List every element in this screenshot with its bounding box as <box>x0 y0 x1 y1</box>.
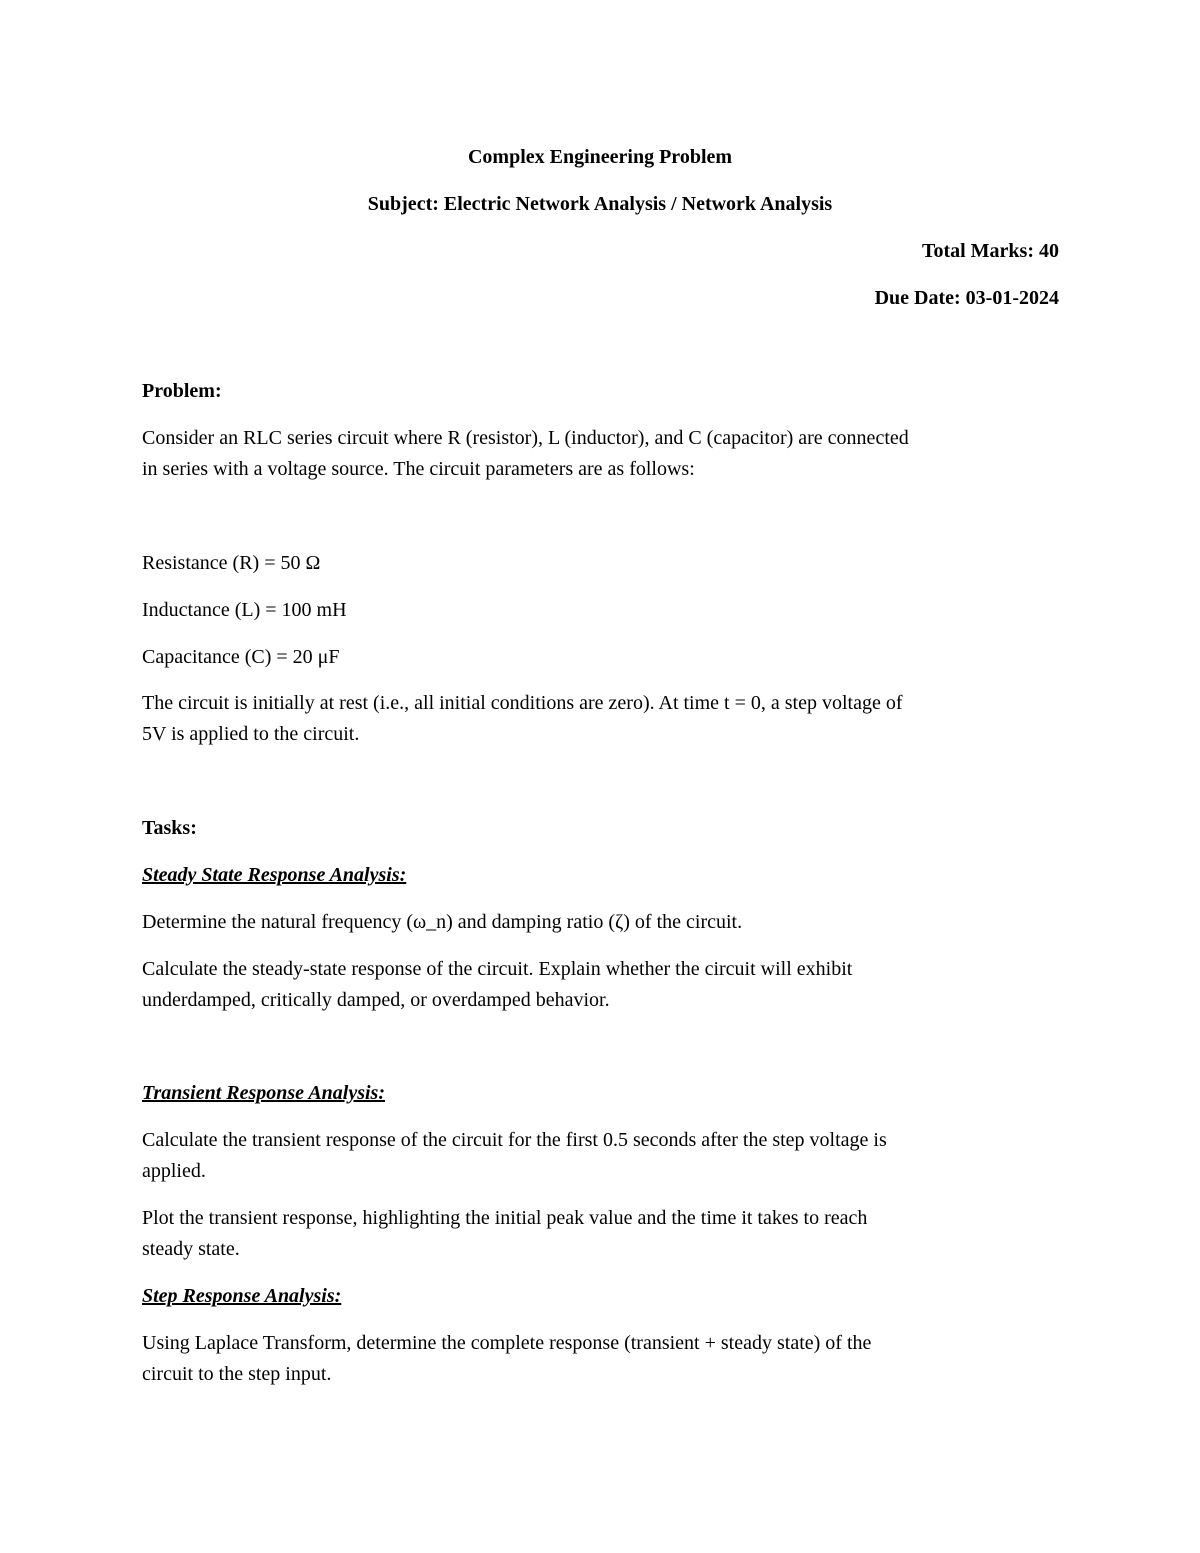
parameter-resistance: Resistance (R) = 50 Ω <box>142 552 321 574</box>
document-title: Complex Engineering Problem <box>467 146 733 168</box>
transient-task-2-line-2: steady state. <box>142 1238 240 1260</box>
due-date: Due Date: 03-01-2024 <box>874 287 1059 309</box>
problem-intro-line-1: Consider an RLC series circuit where R (resistor), L (inductor), and C (capacitor) are connected <box>142 427 909 449</box>
section-heading-steady-state: Steady State Response Analysis: <box>142 864 407 886</box>
tasks-heading: Tasks: <box>142 817 197 839</box>
section-heading-transient: Transient Response Analysis: <box>142 1082 385 1104</box>
problem-heading: Problem: <box>142 380 222 402</box>
subject-line: Subject: Electric Network Analysis / Network Analysis <box>367 193 833 215</box>
steady-task-2-line-2: underdamped, critically damped, or overdamped behavior. <box>142 989 610 1011</box>
steady-task-2-line-1: Calculate the steady-state response of the circuit. Explain whether the circuit will exhibit <box>142 958 853 980</box>
initial-condition-line-1: The circuit is initially at rest (i.e., all initial conditions are zero). At time t = 0, a step voltage of <box>142 692 903 714</box>
initial-condition-line-2: 5V is applied to the circuit. <box>142 723 360 745</box>
transient-task-1-line-2: applied. <box>142 1160 206 1182</box>
parameter-inductance: Inductance (L) = 100 mH <box>142 599 347 621</box>
transient-task-1-line-1: Calculate the transient response of the circuit for the first 0.5 seconds after the step voltage is <box>142 1129 887 1151</box>
parameter-capacitance: Capacitance (C) = 20 μF <box>142 646 340 668</box>
step-task-1-line-1: Using Laplace Transform, determine the complete response (transient + steady state) of the <box>142 1332 872 1354</box>
step-task-1-line-2: circuit to the step input. <box>142 1363 332 1385</box>
transient-task-2-line-1: Plot the transient response, highlighting the initial peak value and the time it takes to reach <box>142 1207 868 1229</box>
total-marks: Total Marks: 40 <box>921 240 1059 262</box>
section-heading-step-response: Step Response Analysis: <box>142 1285 342 1307</box>
problem-intro-line-2: in series with a voltage source. The circuit parameters are as follows: <box>142 458 695 480</box>
steady-task-1: Determine the natural frequency (ω_n) and damping ratio (ζ) of the circuit. <box>142 911 743 933</box>
